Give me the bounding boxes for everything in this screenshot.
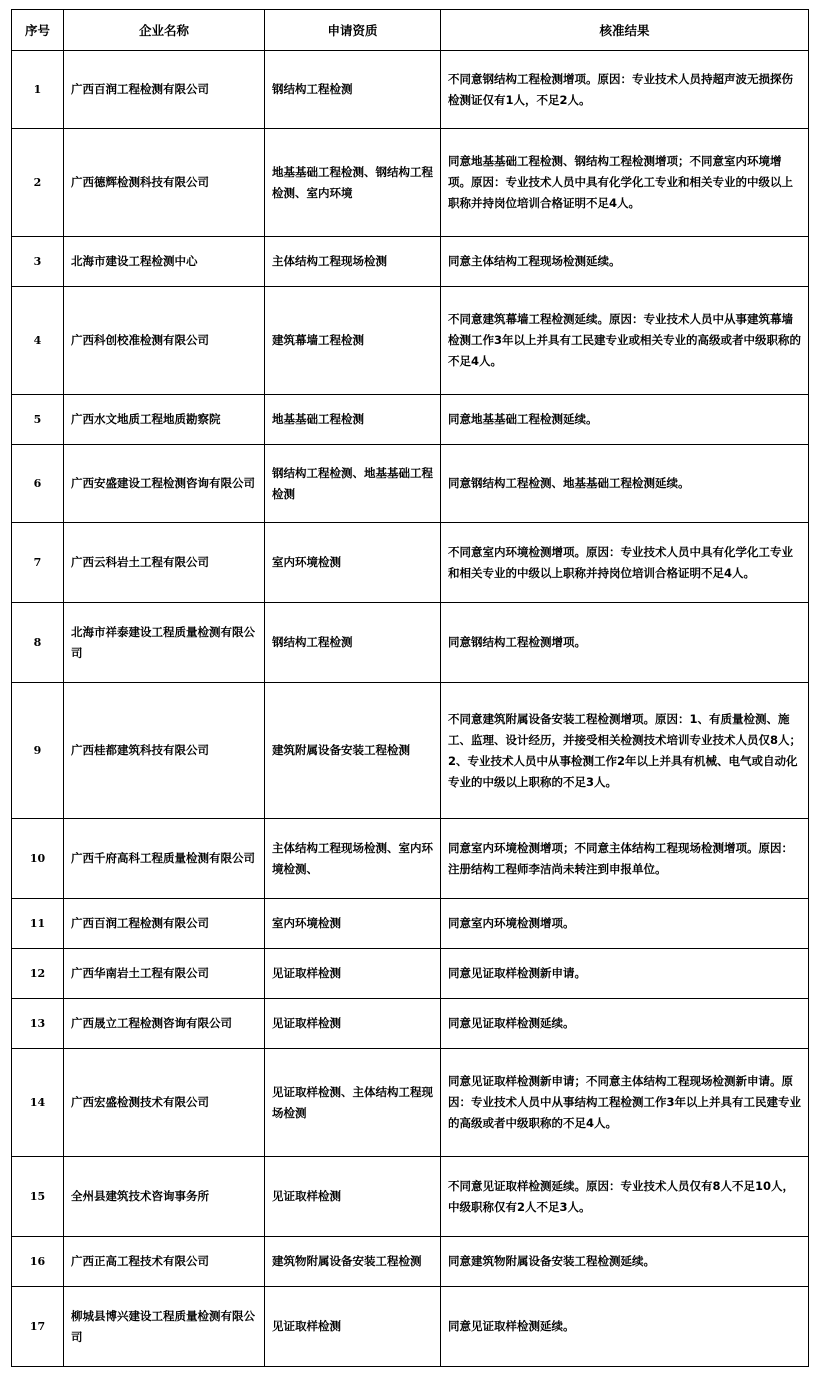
table-body — [12, 51, 809, 1367]
cell-qualification: 见证取样检测 — [265, 949, 441, 999]
table-row — [12, 999, 809, 1049]
cell-qualification: 见证取样检测 — [265, 1287, 441, 1367]
cell-qualification: 地基基础工程检测 — [265, 395, 441, 445]
cell-serial-no: 8 — [12, 603, 64, 683]
cell-qualification: 室内环境检测 — [265, 523, 441, 603]
table-row — [12, 819, 809, 899]
table-row — [12, 1049, 809, 1157]
cell-approval-result: 同意见证取样检测新申请。 — [441, 949, 809, 999]
cell-approval-result: 同意室内环境检测增项。 — [441, 899, 809, 949]
table-row — [12, 899, 809, 949]
table-row — [12, 51, 809, 129]
cell-serial-no: 2 — [12, 129, 64, 237]
table-row — [12, 1287, 809, 1367]
cell-serial-no: 1 — [12, 51, 64, 129]
cell-company-name: 北海市建设工程检测中心 — [64, 237, 265, 287]
cell-company-name: 广西百润工程检测有限公司 — [64, 899, 265, 949]
cell-serial-no: 10 — [12, 819, 64, 899]
cell-company-name: 广西德辉检测科技有限公司 — [64, 129, 265, 237]
table-row — [12, 129, 809, 237]
cell-serial-no: 3 — [12, 237, 64, 287]
cell-approval-result: 同意室内环境检测增项；不同意主体结构工程现场检测增项。原因：注册结构工程师李洁尚未转注到申报单位。 — [441, 819, 809, 899]
cell-company-name: 柳城县博兴建设工程质量检测有限公司 — [64, 1287, 265, 1367]
header-qualification: 申请资质 — [265, 10, 441, 51]
cell-company-name: 广西水文地质工程地质勘察院 — [64, 395, 265, 445]
cell-qualification: 建筑物附属设备安装工程检测 — [265, 1237, 441, 1287]
cell-qualification: 建筑幕墙工程检测 — [265, 287, 441, 395]
cell-company-name: 广西科创校准检测有限公司 — [64, 287, 265, 395]
cell-approval-result: 同意钢结构工程检测、地基基础工程检测延续。 — [441, 445, 809, 523]
cell-qualification: 见证取样检测 — [265, 999, 441, 1049]
header-company-name: 企业名称 — [64, 10, 265, 51]
cell-serial-no: 14 — [12, 1049, 64, 1157]
cell-qualification: 见证取样检测、主体结构工程现场检测 — [265, 1049, 441, 1157]
cell-approval-result: 不同意室内环境检测增项。原因：专业技术人员中具有化学化工专业和相关专业的中级以上职称并持岗位培训合格证明不足4人。 — [441, 523, 809, 603]
cell-company-name: 广西云科岩土工程有限公司 — [64, 523, 265, 603]
cell-serial-no: 4 — [12, 287, 64, 395]
cell-serial-no: 15 — [12, 1157, 64, 1237]
cell-qualification: 建筑附属设备安装工程检测 — [265, 683, 441, 819]
cell-approval-result: 不同意建筑附属设备安装工程检测增项。原因：1、有质量检测、施工、监理、设计经历，并接受相关检测技术培训专业技术人员仅8人；2、专业技术人员中从事检测工作2年以上并具有机械、电气或自动化专业的中级以上职称的不足3人。 — [441, 683, 809, 819]
table-row — [12, 1157, 809, 1237]
cell-qualification: 见证取样检测 — [265, 1157, 441, 1237]
cell-approval-result: 同意见证取样检测新申请；不同意主体结构工程现场检测新申请。原因：专业技术人员中从事结构工程检测工作3年以上并具有工民建专业的高级或者中级职称的不足4人。 — [441, 1049, 809, 1157]
table-row — [12, 683, 809, 819]
table-row — [12, 949, 809, 999]
approval-document — [11, 9, 809, 1367]
cell-qualification: 地基基础工程检测、钢结构工程检测、室内环境 — [265, 129, 441, 237]
cell-company-name: 广西晟立工程检测咨询有限公司 — [64, 999, 265, 1049]
cell-approval-result: 同意地基基础工程检测、钢结构工程检测增项；不同意室内环境增项。原因：专业技术人员中具有化学化工专业和相关专业的中级以上职称并持岗位培训合格证明不足4人。 — [441, 129, 809, 237]
cell-company-name: 广西安盛建设工程检测咨询有限公司 — [64, 445, 265, 523]
cell-company-name: 全州县建筑技术咨询事务所 — [64, 1157, 265, 1237]
cell-serial-no: 12 — [12, 949, 64, 999]
table-header-row — [12, 10, 809, 51]
cell-approval-result: 不同意钢结构工程检测增项。原因：专业技术人员持超声波无损探伤检测证仅有1人，不足2人。 — [441, 51, 809, 129]
cell-serial-no: 6 — [12, 445, 64, 523]
cell-qualification: 钢结构工程检测 — [265, 603, 441, 683]
table-row — [12, 523, 809, 603]
cell-company-name: 北海市祥泰建设工程质量检测有限公司 — [64, 603, 265, 683]
cell-approval-result: 同意见证取样检测延续。 — [441, 1287, 809, 1367]
table-row — [12, 445, 809, 523]
cell-qualification: 钢结构工程检测 — [265, 51, 441, 129]
table-row — [12, 603, 809, 683]
cell-company-name: 广西千府高科工程质量检测有限公司 — [64, 819, 265, 899]
header-approval-result: 核准结果 — [441, 10, 809, 51]
cell-approval-result: 不同意见证取样检测延续。原因：专业技术人员仅有8人不足10人，中级职称仅有2人不足3人。 — [441, 1157, 809, 1237]
cell-approval-result: 同意见证取样检测延续。 — [441, 999, 809, 1049]
cell-approval-result: 同意主体结构工程现场检测延续。 — [441, 237, 809, 287]
cell-company-name: 广西华南岩土工程有限公司 — [64, 949, 265, 999]
cell-qualification: 主体结构工程现场检测、室内环境检测、 — [265, 819, 441, 899]
table-row — [12, 395, 809, 445]
cell-qualification: 主体结构工程现场检测 — [265, 237, 441, 287]
table-row — [12, 287, 809, 395]
cell-serial-no: 13 — [12, 999, 64, 1049]
cell-company-name: 广西宏盛检测技术有限公司 — [64, 1049, 265, 1157]
cell-approval-result: 同意地基基础工程检测延续。 — [441, 395, 809, 445]
cell-company-name: 广西百润工程检测有限公司 — [64, 51, 265, 129]
cell-serial-no: 11 — [12, 899, 64, 949]
cell-serial-no: 7 — [12, 523, 64, 603]
cell-approval-result: 同意建筑物附属设备安装工程检测延续。 — [441, 1237, 809, 1287]
cell-serial-no: 9 — [12, 683, 64, 819]
cell-company-name: 广西桂都建筑科技有限公司 — [64, 683, 265, 819]
cell-serial-no: 5 — [12, 395, 64, 445]
approval-table — [11, 9, 809, 1367]
cell-serial-no: 17 — [12, 1287, 64, 1367]
cell-approval-result: 不同意建筑幕墙工程检测延续。原因：专业技术人员中从事建筑幕墙检测工作3年以上并具有工民建专业或相关专业的高级或者中级职称的不足4人。 — [441, 287, 809, 395]
cell-serial-no: 16 — [12, 1237, 64, 1287]
table-row — [12, 237, 809, 287]
cell-company-name: 广西正高工程技术有限公司 — [64, 1237, 265, 1287]
cell-qualification: 室内环境检测 — [265, 899, 441, 949]
table-row — [12, 1237, 809, 1287]
cell-approval-result: 同意钢结构工程检测增项。 — [441, 603, 809, 683]
cell-qualification: 钢结构工程检测、地基基础工程检测 — [265, 445, 441, 523]
header-serial-no: 序号 — [12, 10, 64, 51]
